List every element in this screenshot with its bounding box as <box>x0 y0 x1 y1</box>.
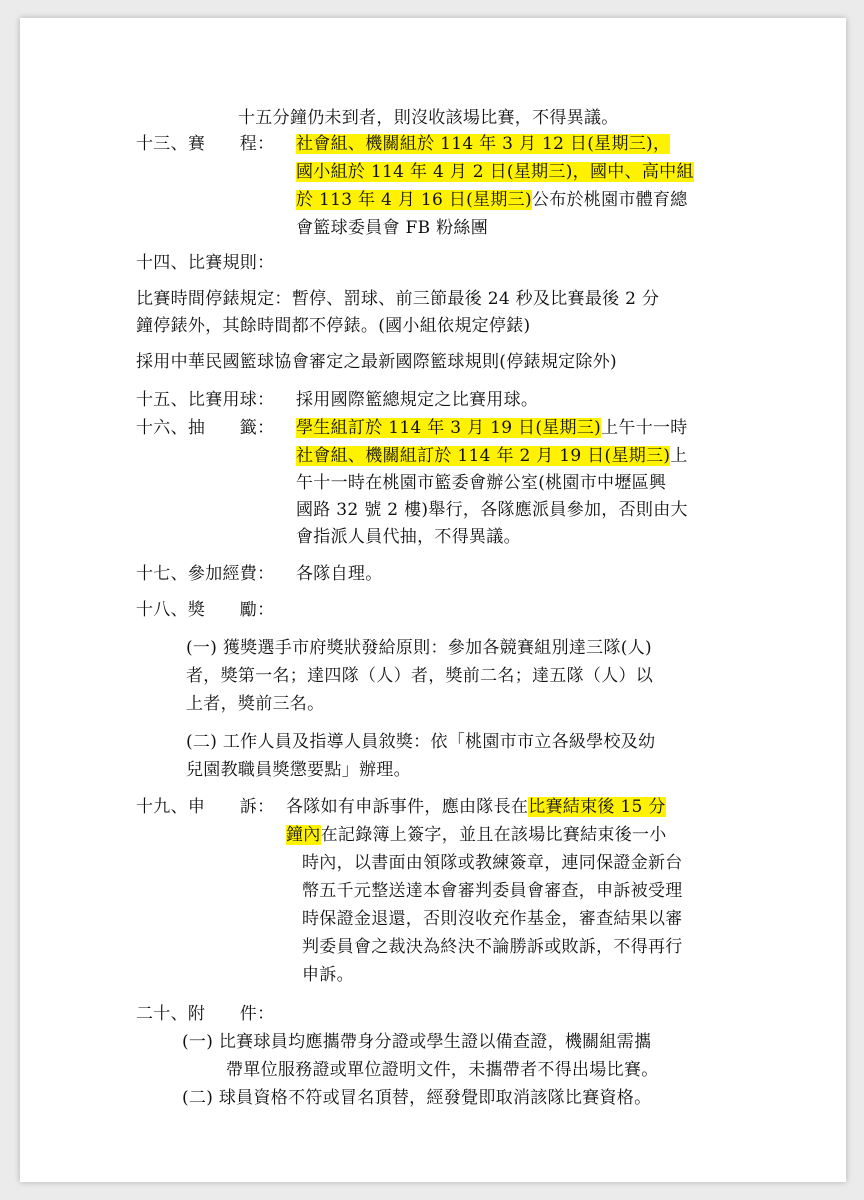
section-20-item-1-line-1: (一) 比賽球員均應攜帶身分證或學生證以備查證，機關組需攜 <box>182 1032 652 1052</box>
section-20-item-1-line-2: 帶單位服務證或單位證明文件，未攜帶者不得出場比賽。 <box>226 1060 659 1080</box>
text-run: 上午十一時 <box>601 418 688 438</box>
highlight: 學生組訂於 114 年 3 月 19 日(星期三) <box>296 418 602 438</box>
section-18-label: 十八、獎 勵： <box>136 600 275 620</box>
section-15-text: 採用國際籃總規定之比賽用球。 <box>296 390 539 410</box>
highlight: 鐘內 <box>286 825 321 845</box>
text-run: 公布於桃園市體育總 <box>531 190 688 210</box>
section-19-line-6: 判委員會之裁決為終決不論勝訴或敗訴，不得再行 <box>302 937 683 957</box>
section-16-line-2 <box>296 442 688 470</box>
text-run: 在記錄簿上簽字，並且在該場比賽結束後一小 <box>320 825 667 845</box>
section-18-item-2-line-2: 兒園教職員獎懲要點」辦理。 <box>186 760 411 780</box>
section-16-line-3: 午十一時在桃園市籃委會辦公室(桃園市中壢區興 <box>296 473 667 493</box>
section-14-para-1-line-2: 鐘停錶外，其餘時間都不停錶。(國小組依規定停錶) <box>136 316 531 336</box>
section-18-item-1-line-1: (一) 獲獎選手市府獎狀發給原則：參加各競賽組別達三隊(人) <box>186 638 652 658</box>
section-18-item-1-line-3: 上者，獎前三名。 <box>186 694 325 714</box>
section-17-label: 十七、參加經費： <box>136 564 275 584</box>
highlight: 社會組、機關組於 114 年 3 月 12 日(星期三)， <box>296 134 671 154</box>
section-19-line-7: 申訴。 <box>302 965 354 985</box>
highlight: 社會組、機關組訂於 114 年 2 月 19 日(星期三) <box>296 446 671 466</box>
highlight: 國小組於 114 年 4 月 2 日(星期三)，國中、高中組 <box>296 162 694 182</box>
section-16-line-5: 會指派人員代抽，不得異議。 <box>296 527 521 547</box>
section-19-line-3: 時內，以書面由領隊或教練簽章，連同保證金新台 <box>302 853 683 873</box>
section-14-label: 十四、比賽規則： <box>136 253 275 273</box>
section-14-para-2: 採用中華民國籃球協會審定之最新國際籃球規則(停錶規定除外) <box>136 352 617 372</box>
section-13-label: 十三、賽 程： <box>136 134 275 154</box>
continuation-line: 十五分鐘仍未到者，則沒收該場比賽，不得異議。 <box>238 108 619 128</box>
section-14-para-1-line-1: 比賽時間停錶規定：暫停、罰球、前三節最後 24 秒及比賽最後 2 分 <box>136 289 660 309</box>
section-19-line-2 <box>286 821 667 849</box>
section-16-label: 十六、抽 籤： <box>136 418 275 438</box>
section-13-line-3 <box>296 186 688 214</box>
section-18-item-2-line-1: (二) 工作人員及指導人員敘獎：依「桃園市市立各級學校及幼 <box>186 732 656 752</box>
section-13-line-2 <box>296 158 694 186</box>
section-19-label: 十九、申 訴： <box>136 797 275 817</box>
highlight: 於 113 年 4 月 16 日(星期三) <box>296 190 532 210</box>
section-18-item-1-line-2: 者，獎第一名；達四隊（人）者，獎前二名；達五隊（人）以 <box>186 666 654 686</box>
highlight: 比賽結束後 15 分 <box>528 797 666 817</box>
section-15-label: 十五、比賽用球： <box>136 390 275 410</box>
text-run: 上 <box>670 446 688 466</box>
section-13-line-4: 會籃球委員會 FB 粉絲團 <box>296 218 488 238</box>
section-16-line-4: 國路 32 號 2 樓)舉行，各隊應派員參加，否則由大 <box>296 500 688 520</box>
section-19-line-5: 時保證金退還，否則沒收充作基金，審查結果以審 <box>302 909 683 929</box>
section-19-line-4: 幣五千元整送達本會審判委員會審查，申訴被受理 <box>302 881 683 901</box>
section-16-line-1 <box>296 414 688 442</box>
section-20-item-2: (二) 球員資格不符或冒名頂替，經發覺即取消該隊比賽資格。 <box>182 1088 652 1108</box>
section-19-line-1 <box>286 793 666 821</box>
text-run: 各隊如有申訴事件，應由隊長在 <box>286 797 529 817</box>
section-13-line-1 <box>296 130 670 158</box>
document-page <box>20 18 846 1182</box>
section-17-text: 各隊自理。 <box>296 564 383 584</box>
section-20-label: 二十、附 件： <box>136 1004 275 1024</box>
